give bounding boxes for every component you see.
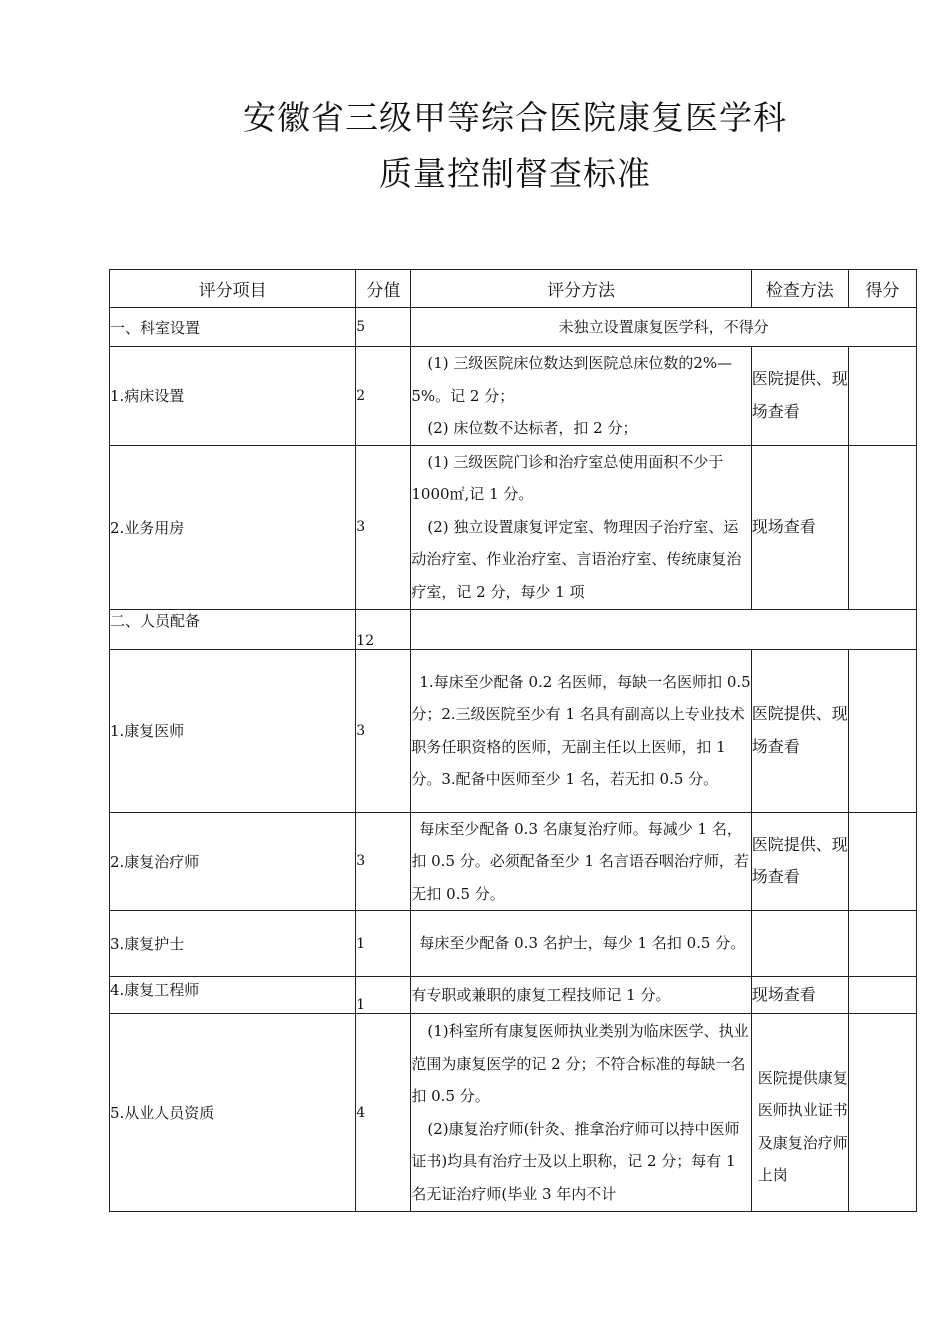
document-title bbox=[0, 90, 950, 202]
table-row bbox=[110, 977, 917, 1014]
table-header-row bbox=[110, 270, 917, 308]
method-line: (1) 三级医院门诊和治疗室总使用面积不少于 1000㎡,记 1 分。 bbox=[411, 452, 724, 504]
row-check: 现场查看 bbox=[751, 977, 848, 1014]
row-get bbox=[848, 649, 916, 812]
row-method bbox=[411, 812, 751, 911]
header-score: 分值 bbox=[356, 270, 411, 308]
row-check: 现场查看 bbox=[751, 445, 848, 609]
row-item: 2.康复治疗师 bbox=[110, 812, 356, 911]
row-score: 2 bbox=[356, 347, 411, 446]
header-get: 得分 bbox=[848, 270, 916, 308]
title-line-2: 质量控制督查标准 bbox=[379, 154, 651, 193]
row-item: 1.病床设置 bbox=[110, 347, 356, 446]
row-method-span: 未独立设置康复医学科，不得分 bbox=[411, 308, 917, 347]
row-score: 4 bbox=[356, 1014, 411, 1212]
header-item: 评分项目 bbox=[110, 270, 356, 308]
row-item: 一、科室设置 bbox=[110, 308, 356, 347]
method-line: 每床至少配备 0.3 名康复治疗师。每减少 1 名，扣 0.5 分。必须配备至少 1 名言语吞咽治疗师，若无扣 0.5 分。 bbox=[411, 819, 749, 903]
row-check: 医院提供、现场查看 bbox=[751, 649, 848, 812]
row-empty-span bbox=[411, 609, 917, 649]
method-line: 1.每床至少配备 0.2 名医师，每缺一名医师扣 0.5 分；2.三级医院至少有 1 名具有副高以上专业技术职务任职资格的医师，无副主任以上医师，扣 1 分。3.配备中医师至少 1 名，若无扣 0.5 分。 bbox=[411, 672, 751, 788]
row-check: 医院提供、现场查看 bbox=[751, 347, 848, 446]
method-line: (1) 三级医院床位数达到医院总床位数的2%—5%。记 2 分； bbox=[411, 354, 733, 405]
row-item: 5.从业人员资质 bbox=[110, 1014, 356, 1212]
row-get bbox=[848, 1014, 916, 1212]
table-row bbox=[110, 649, 917, 812]
row-method bbox=[411, 649, 751, 812]
row-method bbox=[411, 347, 751, 446]
method-line: (2)康复治疗师(针灸、推拿治疗师可以持中医师证书)均具有治疗士及以上职称，记 2 分；每有 1 名无证治疗师(毕业 3 年内不计 bbox=[411, 1119, 740, 1203]
table-row bbox=[110, 347, 917, 446]
method-line: (2) 独立设置康复评定室、物理因子治疗室、运动治疗室、作业治疗室、言语治疗室、传统康复治疗室，记 2 分，每少 1 项 bbox=[411, 517, 742, 601]
row-score: 3 bbox=[356, 649, 411, 812]
method-line: (1)科室所有康复医师执业类别为临床医学、执业范围为康复医学的记 2 分；不符合标准的每缺一名扣 0.5 分。 bbox=[411, 1022, 749, 1105]
title-line-1: 安徽省三级甲等综合医院康复医学科 bbox=[243, 98, 787, 137]
method-line: 每床至少配备 0.3 名护士，每少 1 名扣 0.5 分。 bbox=[419, 934, 746, 953]
method-line: 有专职或兼职的康复工程技师记 1 分。 bbox=[411, 986, 671, 1004]
row-get bbox=[848, 445, 916, 609]
row-method bbox=[411, 445, 751, 609]
table-row bbox=[110, 1014, 917, 1212]
row-check: 医院提供康复医师执业证书及康复治疗师上岗 bbox=[751, 1014, 848, 1212]
header-method: 评分方法 bbox=[411, 270, 751, 308]
row-item: 3.康复护士 bbox=[110, 911, 356, 977]
row-method bbox=[411, 977, 751, 1014]
row-score: 1 bbox=[356, 977, 411, 1014]
method-line: (2) 床位数不达标者，扣 2 分； bbox=[427, 419, 638, 437]
row-method bbox=[411, 1014, 751, 1212]
table-row bbox=[110, 445, 917, 609]
table-row bbox=[110, 609, 917, 649]
table-row bbox=[110, 911, 917, 977]
table-row bbox=[110, 308, 917, 347]
row-item: 1.康复医师 bbox=[110, 649, 356, 812]
row-get bbox=[848, 812, 916, 911]
row-method bbox=[411, 911, 751, 977]
row-get bbox=[848, 977, 916, 1014]
header-check: 检查方法 bbox=[751, 270, 848, 308]
row-item: 二、人员配备 bbox=[110, 609, 356, 649]
row-get bbox=[848, 911, 916, 977]
row-score: 3 bbox=[356, 445, 411, 609]
row-get bbox=[848, 347, 916, 446]
row-score: 1 bbox=[356, 911, 411, 977]
row-item: 4.康复工程师 bbox=[110, 977, 356, 1014]
row-check: 医院提供、现场查看 bbox=[751, 812, 848, 911]
row-score: 12 bbox=[356, 609, 411, 649]
row-score: 3 bbox=[356, 812, 411, 911]
standards-table bbox=[109, 269, 917, 1212]
table-row bbox=[110, 812, 917, 911]
row-check bbox=[751, 911, 848, 977]
row-item: 2.业务用房 bbox=[110, 445, 356, 609]
row-score: 5 bbox=[356, 308, 411, 347]
